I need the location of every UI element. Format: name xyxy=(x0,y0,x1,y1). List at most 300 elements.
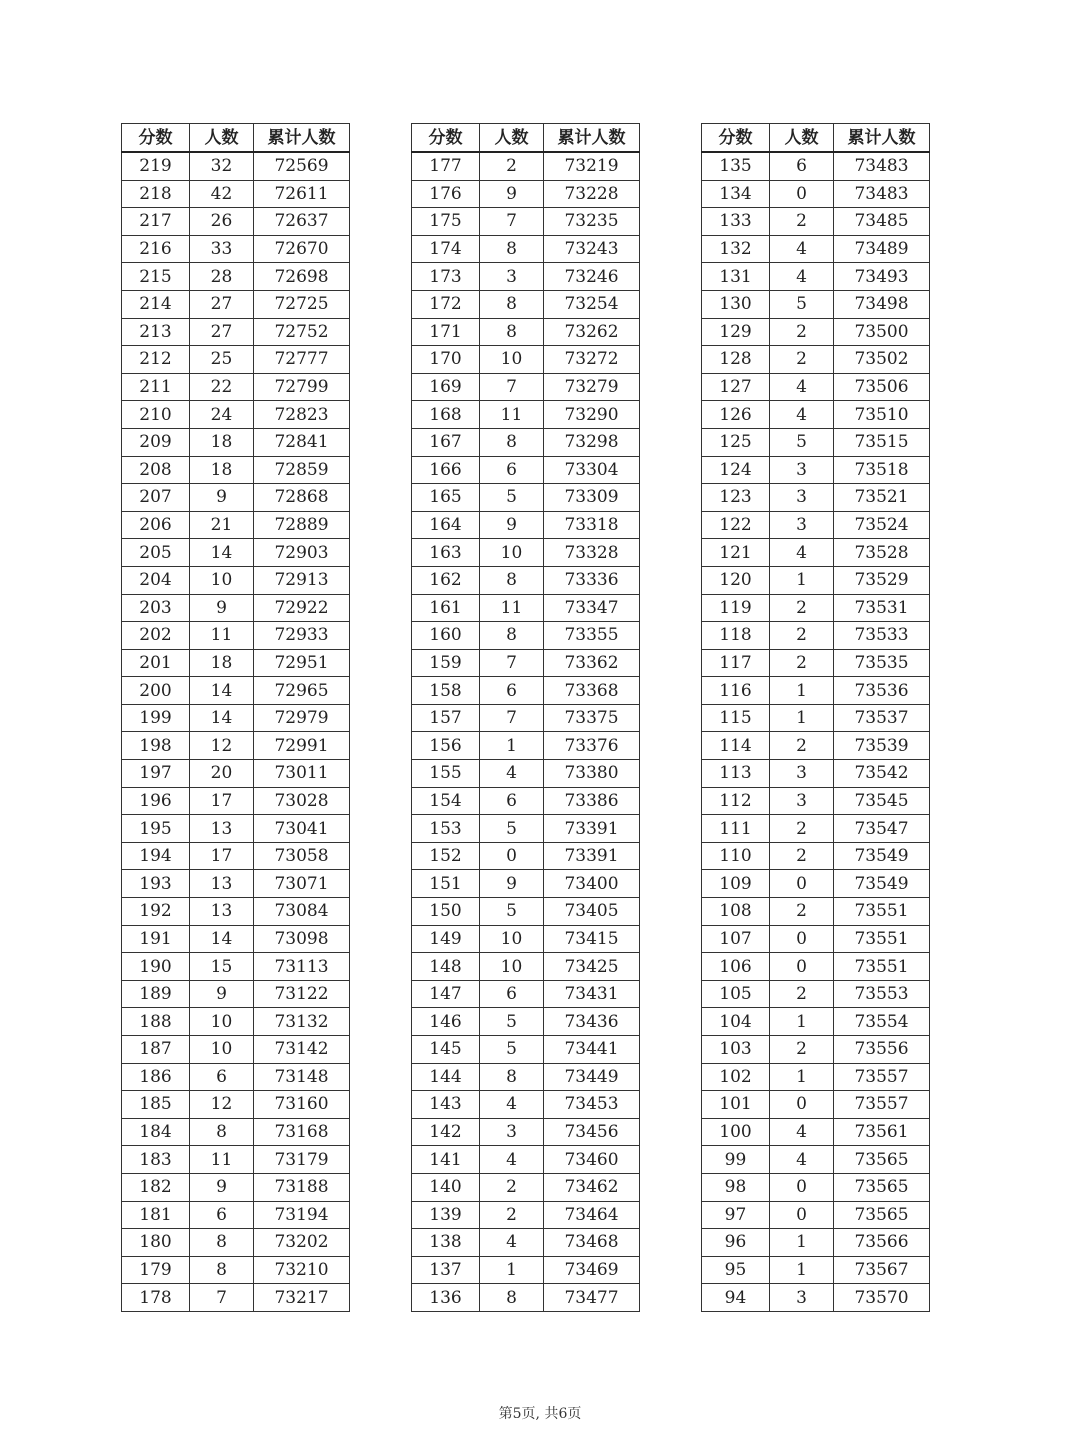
table-row xyxy=(412,484,640,512)
table-row xyxy=(702,649,930,677)
count-cell: 2 xyxy=(480,1201,544,1229)
score-cell: 109 xyxy=(702,870,770,898)
score-cell: 183 xyxy=(122,1146,190,1174)
score-cell: 156 xyxy=(412,732,480,760)
count-cell: 2 xyxy=(770,318,834,346)
score-cell: 179 xyxy=(122,1256,190,1284)
cumulative-cell: 73328 xyxy=(544,539,640,567)
page-footer: 第5页, 共6页 xyxy=(498,1406,582,1422)
table-row xyxy=(412,1146,640,1174)
score-cell: 150 xyxy=(412,898,480,926)
count-cell: 22 xyxy=(190,373,254,401)
table-row xyxy=(702,346,930,374)
cumulative-cell: 73529 xyxy=(834,566,930,594)
table-row xyxy=(412,1284,640,1312)
score-cell: 212 xyxy=(122,346,190,374)
count-cell: 24 xyxy=(190,401,254,429)
score-cell: 169 xyxy=(412,373,480,401)
count-cell: 10 xyxy=(190,1008,254,1036)
table-row xyxy=(702,842,930,870)
table-row xyxy=(122,1091,350,1119)
table-row xyxy=(122,1229,350,1257)
count-cell: 4 xyxy=(770,401,834,429)
score-cell: 181 xyxy=(122,1201,190,1229)
table-row xyxy=(702,1118,930,1146)
score-cell: 210 xyxy=(122,401,190,429)
count-cell: 3 xyxy=(770,1284,834,1312)
table-row xyxy=(702,456,930,484)
score-cell: 203 xyxy=(122,594,190,622)
cumulative-cell: 73188 xyxy=(254,1173,350,1201)
table-row xyxy=(122,1146,350,1174)
score-cell: 96 xyxy=(702,1229,770,1257)
table-row xyxy=(702,1173,930,1201)
score-cell: 125 xyxy=(702,428,770,456)
table-row xyxy=(412,539,640,567)
table-row xyxy=(412,704,640,732)
table-row xyxy=(412,566,640,594)
table-row xyxy=(412,290,640,318)
count-cell: 25 xyxy=(190,346,254,374)
score-cell: 218 xyxy=(122,180,190,208)
table-row xyxy=(122,815,350,843)
cumulative-cell: 73405 xyxy=(544,898,640,926)
table-row xyxy=(122,180,350,208)
table-row xyxy=(412,925,640,953)
cumulative-cell: 73415 xyxy=(544,925,640,953)
table-row xyxy=(122,622,350,650)
score-cell: 184 xyxy=(122,1118,190,1146)
count-cell: 2 xyxy=(770,732,834,760)
count-cell: 0 xyxy=(770,1201,834,1229)
score-table-1 xyxy=(121,123,350,1312)
table-row xyxy=(412,263,640,291)
count-cell: 2 xyxy=(480,1173,544,1201)
score-cell: 155 xyxy=(412,760,480,788)
score-cell: 115 xyxy=(702,704,770,732)
cumulative-cell: 73228 xyxy=(544,180,640,208)
count-cell: 10 xyxy=(190,1036,254,1064)
table-row xyxy=(122,511,350,539)
score-cell: 196 xyxy=(122,787,190,815)
table-row xyxy=(122,870,350,898)
table-row xyxy=(702,1036,930,1064)
count-cell: 14 xyxy=(190,925,254,953)
cumulative-cell: 73554 xyxy=(834,1008,930,1036)
score-cell: 119 xyxy=(702,594,770,622)
score-cell: 213 xyxy=(122,318,190,346)
count-cell: 15 xyxy=(190,953,254,981)
count-cell: 5 xyxy=(770,290,834,318)
table-row xyxy=(412,456,640,484)
score-cell: 159 xyxy=(412,649,480,677)
score-cell: 176 xyxy=(412,180,480,208)
cumulative-cell: 73510 xyxy=(834,401,930,429)
cumulative-cell: 73084 xyxy=(254,898,350,926)
table-row xyxy=(412,622,640,650)
score-cell: 130 xyxy=(702,290,770,318)
table-row xyxy=(702,180,930,208)
cumulative-cell: 73528 xyxy=(834,539,930,567)
count-cell: 12 xyxy=(190,1091,254,1119)
table-row xyxy=(122,1118,350,1146)
count-cell: 27 xyxy=(190,318,254,346)
score-cell: 102 xyxy=(702,1063,770,1091)
score-cell: 137 xyxy=(412,1256,480,1284)
score-cell: 209 xyxy=(122,428,190,456)
cumulative-header: 累计人数 xyxy=(834,124,930,153)
count-cell: 3 xyxy=(480,263,544,291)
table-row xyxy=(412,235,640,263)
score-cell: 121 xyxy=(702,539,770,567)
score-cell: 136 xyxy=(412,1284,480,1312)
cumulative-cell: 72903 xyxy=(254,539,350,567)
score-cell: 148 xyxy=(412,953,480,981)
count-cell: 2 xyxy=(770,346,834,374)
cumulative-cell: 73436 xyxy=(544,1008,640,1036)
table-row xyxy=(412,732,640,760)
score-cell: 189 xyxy=(122,980,190,1008)
cumulative-cell: 73160 xyxy=(254,1091,350,1119)
table-row xyxy=(412,677,640,705)
cumulative-cell: 73368 xyxy=(544,677,640,705)
count-cell: 4 xyxy=(770,263,834,291)
table-row xyxy=(122,677,350,705)
cumulative-cell: 73498 xyxy=(834,290,930,318)
cumulative-cell: 73098 xyxy=(254,925,350,953)
table-row xyxy=(412,1118,640,1146)
cumulative-cell: 72569 xyxy=(254,152,350,180)
score-cell: 180 xyxy=(122,1229,190,1257)
table-row xyxy=(122,373,350,401)
table-row xyxy=(122,760,350,788)
count-cell: 1 xyxy=(770,1063,834,1091)
cumulative-cell: 73441 xyxy=(544,1036,640,1064)
score-cell: 205 xyxy=(122,539,190,567)
score-cell: 199 xyxy=(122,704,190,732)
table-row xyxy=(702,594,930,622)
table-row xyxy=(412,428,640,456)
count-cell: 6 xyxy=(770,152,834,180)
table-row xyxy=(122,925,350,953)
table-row xyxy=(412,649,640,677)
table-row xyxy=(122,1173,350,1201)
score-cell: 99 xyxy=(702,1146,770,1174)
cumulative-header: 累计人数 xyxy=(544,124,640,153)
score-cell: 162 xyxy=(412,566,480,594)
count-header: 人数 xyxy=(770,124,834,153)
score-cell: 147 xyxy=(412,980,480,1008)
count-cell: 2 xyxy=(770,815,834,843)
table-row xyxy=(702,235,930,263)
score-cell: 161 xyxy=(412,594,480,622)
cumulative-cell: 73537 xyxy=(834,704,930,732)
score-cell: 201 xyxy=(122,649,190,677)
cumulative-cell: 73551 xyxy=(834,898,930,926)
score-cell: 177 xyxy=(412,152,480,180)
count-cell: 2 xyxy=(770,649,834,677)
table-header-row xyxy=(702,124,930,153)
cumulative-cell: 72979 xyxy=(254,704,350,732)
cumulative-cell: 73531 xyxy=(834,594,930,622)
table-row xyxy=(702,428,930,456)
count-cell: 8 xyxy=(480,622,544,650)
cumulative-cell: 73536 xyxy=(834,677,930,705)
table-row xyxy=(412,1063,640,1091)
count-cell: 32 xyxy=(190,152,254,180)
count-cell: 3 xyxy=(770,511,834,539)
table-row xyxy=(412,1229,640,1257)
count-cell: 1 xyxy=(770,1229,834,1257)
score-cell: 144 xyxy=(412,1063,480,1091)
cumulative-cell: 73246 xyxy=(544,263,640,291)
table-row xyxy=(702,152,930,180)
table-row xyxy=(702,760,930,788)
cumulative-cell: 73400 xyxy=(544,870,640,898)
cumulative-cell: 73477 xyxy=(544,1284,640,1312)
cumulative-cell: 72611 xyxy=(254,180,350,208)
score-cell: 129 xyxy=(702,318,770,346)
cumulative-cell: 73556 xyxy=(834,1036,930,1064)
score-cell: 143 xyxy=(412,1091,480,1119)
cumulative-cell: 73557 xyxy=(834,1063,930,1091)
score-cell: 135 xyxy=(702,152,770,180)
table-row xyxy=(412,815,640,843)
score-cell: 116 xyxy=(702,677,770,705)
cumulative-cell: 73179 xyxy=(254,1146,350,1174)
score-cell: 195 xyxy=(122,815,190,843)
score-cell: 192 xyxy=(122,898,190,926)
count-cell: 10 xyxy=(480,925,544,953)
cumulative-cell: 73506 xyxy=(834,373,930,401)
cumulative-cell: 72951 xyxy=(254,649,350,677)
table-row xyxy=(122,953,350,981)
score-cell: 190 xyxy=(122,953,190,981)
score-cell: 182 xyxy=(122,1173,190,1201)
cumulative-cell: 73518 xyxy=(834,456,930,484)
count-cell: 6 xyxy=(480,456,544,484)
count-cell: 11 xyxy=(190,622,254,650)
count-cell: 13 xyxy=(190,815,254,843)
score-cell: 217 xyxy=(122,208,190,236)
count-cell: 0 xyxy=(770,870,834,898)
score-cell: 219 xyxy=(122,152,190,180)
count-cell: 1 xyxy=(480,1256,544,1284)
count-cell: 8 xyxy=(480,318,544,346)
cumulative-cell: 73235 xyxy=(544,208,640,236)
count-cell: 9 xyxy=(190,1173,254,1201)
table-row xyxy=(122,428,350,456)
score-table-2 xyxy=(411,123,640,1312)
score-cell: 111 xyxy=(702,815,770,843)
count-cell: 9 xyxy=(480,511,544,539)
table-row xyxy=(122,732,350,760)
count-cell: 1 xyxy=(480,732,544,760)
table-row xyxy=(412,898,640,926)
table-row xyxy=(412,594,640,622)
score-cell: 166 xyxy=(412,456,480,484)
table-row xyxy=(412,401,640,429)
table-row xyxy=(122,1256,350,1284)
count-cell: 11 xyxy=(480,594,544,622)
table-row xyxy=(122,898,350,926)
cumulative-cell: 73290 xyxy=(544,401,640,429)
count-cell: 4 xyxy=(770,539,834,567)
score-cell: 197 xyxy=(122,760,190,788)
cumulative-cell: 73376 xyxy=(544,732,640,760)
count-cell: 33 xyxy=(190,235,254,263)
cumulative-cell: 72965 xyxy=(254,677,350,705)
count-cell: 2 xyxy=(770,898,834,926)
table-row xyxy=(122,208,350,236)
table-row xyxy=(122,787,350,815)
cumulative-cell: 73347 xyxy=(544,594,640,622)
count-cell: 2 xyxy=(770,208,834,236)
count-cell: 7 xyxy=(480,208,544,236)
cumulative-cell: 73362 xyxy=(544,649,640,677)
cumulative-cell: 72889 xyxy=(254,511,350,539)
table-row xyxy=(702,704,930,732)
table-row xyxy=(412,980,640,1008)
cumulative-cell: 73456 xyxy=(544,1118,640,1146)
cumulative-cell: 73386 xyxy=(544,787,640,815)
cumulative-cell: 73469 xyxy=(544,1256,640,1284)
count-cell: 4 xyxy=(770,373,834,401)
count-header: 人数 xyxy=(190,124,254,153)
table-row xyxy=(412,1256,640,1284)
count-cell: 18 xyxy=(190,649,254,677)
cumulative-cell: 73468 xyxy=(544,1229,640,1257)
score-cell: 101 xyxy=(702,1091,770,1119)
count-cell: 8 xyxy=(480,235,544,263)
count-cell: 6 xyxy=(190,1063,254,1091)
table-row xyxy=(702,1008,930,1036)
count-cell: 4 xyxy=(480,1146,544,1174)
score-cell: 127 xyxy=(702,373,770,401)
score-cell: 128 xyxy=(702,346,770,374)
table-row xyxy=(122,290,350,318)
score-cell: 124 xyxy=(702,456,770,484)
cumulative-cell: 72637 xyxy=(254,208,350,236)
count-cell: 3 xyxy=(770,456,834,484)
count-cell: 28 xyxy=(190,263,254,291)
table-row xyxy=(122,539,350,567)
count-cell: 11 xyxy=(480,401,544,429)
cumulative-cell: 73202 xyxy=(254,1229,350,1257)
cumulative-cell: 73309 xyxy=(544,484,640,512)
count-cell: 4 xyxy=(770,235,834,263)
count-cell: 0 xyxy=(770,1173,834,1201)
cumulative-cell: 73425 xyxy=(544,953,640,981)
table-row xyxy=(702,732,930,760)
count-cell: 5 xyxy=(480,484,544,512)
count-cell: 5 xyxy=(480,898,544,926)
count-cell: 2 xyxy=(770,980,834,1008)
score-cell: 204 xyxy=(122,566,190,594)
count-cell: 10 xyxy=(480,346,544,374)
cumulative-cell: 73542 xyxy=(834,760,930,788)
cumulative-cell: 72913 xyxy=(254,566,350,594)
count-cell: 14 xyxy=(190,539,254,567)
cumulative-header: 累计人数 xyxy=(254,124,350,153)
count-cell: 3 xyxy=(770,484,834,512)
cumulative-cell: 73545 xyxy=(834,787,930,815)
table-row xyxy=(122,1201,350,1229)
cumulative-cell: 73058 xyxy=(254,842,350,870)
count-cell: 9 xyxy=(480,870,544,898)
score-cell: 178 xyxy=(122,1284,190,1312)
score-cell: 167 xyxy=(412,428,480,456)
table-row xyxy=(412,1173,640,1201)
table-row xyxy=(122,704,350,732)
score-cell: 153 xyxy=(412,815,480,843)
score-cell: 142 xyxy=(412,1118,480,1146)
score-cell: 216 xyxy=(122,235,190,263)
score-cell: 105 xyxy=(702,980,770,1008)
count-cell: 4 xyxy=(770,1146,834,1174)
count-cell: 18 xyxy=(190,456,254,484)
score-cell: 131 xyxy=(702,263,770,291)
table-row xyxy=(702,1201,930,1229)
table-row xyxy=(702,208,930,236)
cumulative-cell: 73142 xyxy=(254,1036,350,1064)
score-cell: 126 xyxy=(702,401,770,429)
score-cell: 157 xyxy=(412,704,480,732)
count-header: 人数 xyxy=(480,124,544,153)
score-cell: 122 xyxy=(702,511,770,539)
table-row xyxy=(702,898,930,926)
cumulative-cell: 73272 xyxy=(544,346,640,374)
table-row xyxy=(412,1091,640,1119)
cumulative-cell: 73168 xyxy=(254,1118,350,1146)
table-row xyxy=(702,980,930,1008)
count-cell: 8 xyxy=(480,1063,544,1091)
cumulative-cell: 73071 xyxy=(254,870,350,898)
cumulative-cell: 73279 xyxy=(544,373,640,401)
count-cell: 13 xyxy=(190,870,254,898)
count-cell: 3 xyxy=(770,787,834,815)
score-cell: 200 xyxy=(122,677,190,705)
cumulative-cell: 73375 xyxy=(544,704,640,732)
cumulative-cell: 72859 xyxy=(254,456,350,484)
score-cell: 207 xyxy=(122,484,190,512)
count-cell: 0 xyxy=(480,842,544,870)
table-row xyxy=(702,511,930,539)
cumulative-cell: 73567 xyxy=(834,1256,930,1284)
cumulative-cell: 72698 xyxy=(254,263,350,291)
cumulative-cell: 73565 xyxy=(834,1201,930,1229)
count-cell: 2 xyxy=(480,152,544,180)
cumulative-cell: 73483 xyxy=(834,152,930,180)
cumulative-cell: 73549 xyxy=(834,870,930,898)
score-cell: 171 xyxy=(412,318,480,346)
score-cell: 140 xyxy=(412,1173,480,1201)
table-row xyxy=(412,511,640,539)
score-cell: 163 xyxy=(412,539,480,567)
cumulative-cell: 73217 xyxy=(254,1284,350,1312)
table-row xyxy=(412,1008,640,1036)
count-cell: 2 xyxy=(770,622,834,650)
count-cell: 9 xyxy=(480,180,544,208)
count-cell: 14 xyxy=(190,677,254,705)
table-row xyxy=(702,318,930,346)
table-row xyxy=(412,870,640,898)
table-row xyxy=(702,1256,930,1284)
table-row xyxy=(702,870,930,898)
score-cell: 97 xyxy=(702,1201,770,1229)
table-row xyxy=(412,842,640,870)
cumulative-cell: 73254 xyxy=(544,290,640,318)
